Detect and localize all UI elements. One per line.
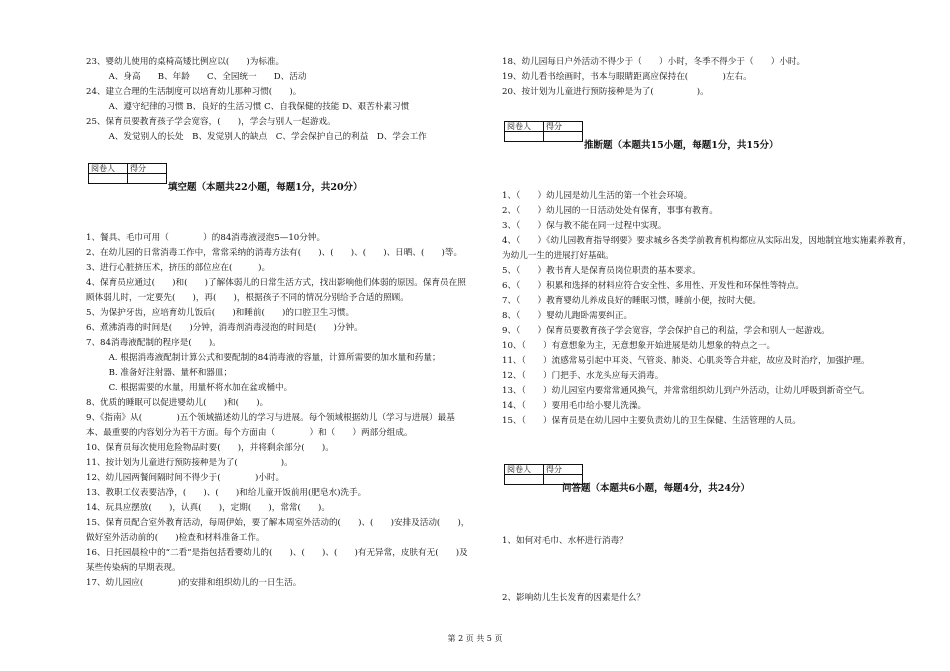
judge-q5: 5、（ ）教书育人是保育员岗位职责的基本要求。 xyxy=(502,266,701,276)
question-line: 24、建立合理的生活制度可以培育幼儿那种习惯( )。 xyxy=(86,87,302,97)
fill-q3: 3、进行心脏挤压术，挤压的部位应在( )。 xyxy=(86,263,271,273)
judge-q13: 13、（ ）幼儿园室内要常常通风换气，并常常组织幼儿到户外活动，让幼儿呼吸到新奇空气。 xyxy=(502,386,870,396)
fill-q2: 2、在幼儿园的日常消毒工作中，常常采纳的消毒方法有( )、( )、( )、日晒、( )等。 xyxy=(86,248,463,258)
qa-q2: 2、影响幼儿生长发育的因素是什么？ xyxy=(502,593,645,603)
right-top-questions xyxy=(502,55,914,100)
judge-q10: 10、（ ）有意想象为主，无意想象开始进展是幼儿想象的特点之一。 xyxy=(502,341,776,351)
judge-q9: 9、（ ）保育员要教育孩子学会宽容，学会保护自己的利益，学会和别人一起游戏。 xyxy=(502,326,830,336)
fill-q7-b: B. 准备好注射器、量杯和器皿； xyxy=(100,368,233,378)
judge-q14: 14、（ ）要用毛巾给小婴儿洗澡。 xyxy=(502,401,647,411)
judge-q8: 8、（ ）婴幼儿跑卧需要纠正。 xyxy=(502,311,633,321)
fill-section-title: 填空题（本题共22小题，每题1分，共20分） xyxy=(168,182,363,193)
judge-q7: 7、（ ）教育婴幼儿养成良好的睡眠习惯，睡前小便，按时大便。 xyxy=(502,296,761,306)
question-line: 25、保育员要教育孩子学会宽容，( )，学会与别人一起游戏。 xyxy=(86,117,336,127)
question-line: 19、幼儿看书绘画时，书本与眼睛距离应保持在( )左右。 xyxy=(502,72,752,82)
question-line: 20、按计划为儿童进行预防接种是为了( )。 xyxy=(502,87,709,97)
judge-questions xyxy=(502,189,914,429)
grader-label: 阅卷人 xyxy=(505,465,544,475)
judge-q1: 1、（ ）幼儿园是幼儿生活的第一个社会环境。 xyxy=(502,191,693,201)
fill-q1: 1、餐具、毛巾可用（ ）的84消毒液浸泡5—10分钟。 xyxy=(86,233,326,243)
fill-q12: 12、幼儿园两餐间隔时间不得少于( )小时。 xyxy=(86,473,285,483)
fill-q15: 15、保育员配合室外教育活动，每周伊始，要了解本周室外活动的( )、( )安排及活动( )，做好室外活动前的( )检查和材料准备工作。 xyxy=(86,518,470,543)
page-footer: 第 2 页 共 5 页 xyxy=(447,634,503,643)
score-label: 得分 xyxy=(544,122,583,132)
score-cell xyxy=(128,174,167,184)
grader-label: 阅卷人 xyxy=(505,122,544,132)
grader-cell xyxy=(89,174,128,184)
fill-q6: 6、煮沸消毒的时间是( )分钟，消毒剂消毒浸泡的时间是( )分钟。 xyxy=(86,323,363,333)
fill-q16: 16、日托园晨检中的“二看”是指包括看婴幼儿的( )、( )、( )有无异常，皮肤有无( )及某些传染病的早期表现。 xyxy=(86,548,468,573)
fill-q7-c: C. 根据需要的水量，用量杯将水加在盆或桶中。 xyxy=(100,383,293,393)
fill-q7: 7、84消毒液配制的程序是( )。 xyxy=(86,338,221,348)
question-line: 23、婴幼儿使用的桌椅高矮比例应以( )为标准。 xyxy=(86,57,285,67)
fill-q9: 9、《指南》从( )五个领域描述幼儿的学习与进展。每个领域根据幼儿（学习与进展）最基本、最重要的内容划分为若干方面。每个方面由（ ）和（ ）两部分组成。 xyxy=(86,413,455,438)
judge-q4: 4、（ ）《幼儿园教育指导纲要》要求城乡各类学前教育机构都应从实际出发，因地制宜地实施素养教育，为幼儿一生的进展打好基础。 xyxy=(502,236,912,261)
judge-q3: 3、（ ）保与教不能在同一过程中实现。 xyxy=(502,221,667,231)
judge-q11: 11、（ ）流感常易引起中耳炎、气管炎、肺炎、心肌炎等合并症，故应及时治疗，加强护理。 xyxy=(502,356,870,366)
judge-q2: 2、（ ）幼儿园的一日活动处处有保育，事事有教育。 xyxy=(502,206,719,216)
fill-questions xyxy=(86,231,471,591)
score-box-judge xyxy=(504,121,583,142)
grader-cell xyxy=(505,475,544,485)
fill-q5: 5、为保护牙齿，应培育幼儿饭后( )和睡前( )的口腔卫生习惯。 xyxy=(86,308,355,318)
fill-q14: 14、玩具应摆放( )，认真( )，定期( )，常常( )。 xyxy=(86,503,331,513)
grader-cell xyxy=(505,132,544,142)
fill-q10: 10、保育员每次使用危险物品时要( )，并将剩余部分( )。 xyxy=(86,443,334,453)
fill-q11: 11、按计划为儿童进行预防接种是为了( )。 xyxy=(86,458,293,468)
fill-q8: 8、优质的睡眠可以促进婴幼儿( )和( )。 xyxy=(86,398,269,408)
qa-section-title: 问答题（本题共6小题，每题4分，共24分） xyxy=(562,483,750,494)
judge-q6: 6、（ ）积累和选择的材料应符合安全性、多用性、开发性和环保性等特点。 xyxy=(502,281,804,291)
score-label: 得分 xyxy=(128,164,167,174)
judge-q15: 15、（ ）保育员是在幼儿园中主要负责幼儿的卫生保健、生活管理的人员。 xyxy=(502,416,801,426)
question-options: A、身高 B、年龄 C、全园统一 D、活动 xyxy=(100,72,307,82)
fill-q13: 13、教职工仪表要洁净，( )、( )和给儿童开饭前用(肥皂水)洗手。 xyxy=(86,488,367,498)
left-top-questions xyxy=(86,55,471,145)
question-options: A、遵守纪律的习惯 B、良好的生活习惯 C、自我保健的技能 D、艰苦朴素习惯 xyxy=(100,102,410,112)
fill-q17: 17、幼儿园应( )的安排和组织幼儿的一日生活。 xyxy=(86,578,302,588)
question-options: A、发觉别人的长处 B、发觉别人的缺点 C、学会保护自己的利益 D、学会工作 xyxy=(100,132,427,142)
score-label: 得分 xyxy=(544,465,583,475)
score-cell xyxy=(544,132,583,142)
judge-section-title: 推断题（本题共15小题，每题1分，共15分） xyxy=(584,140,779,151)
fill-q4: 4、保育员应通过( )和( )了解体弱儿的日常生活方式，找出影响他们体弱的原因。保育员在照顾体弱儿时，一定要先( )，再( )，根据孩子不同的情况分别给予合适的照顾。 xyxy=(86,278,466,303)
fill-q7-a: A. 根据消毒液配制计算公式和要配制的84消毒液的容量，计算所需要的加水量和药量； xyxy=(100,353,441,363)
question-line: 18、幼儿园每日户外活动不得少于（ ）小时，冬季不得少于（ ）小时。 xyxy=(502,57,806,67)
score-box-fill xyxy=(88,163,167,184)
qa-q1: 1、如何对毛巾、水杯进行消毒？ xyxy=(502,536,628,546)
judge-q12: 12、（ ）门把手、水龙头应每天消毒。 xyxy=(502,371,664,381)
grader-label: 阅卷人 xyxy=(89,164,128,174)
